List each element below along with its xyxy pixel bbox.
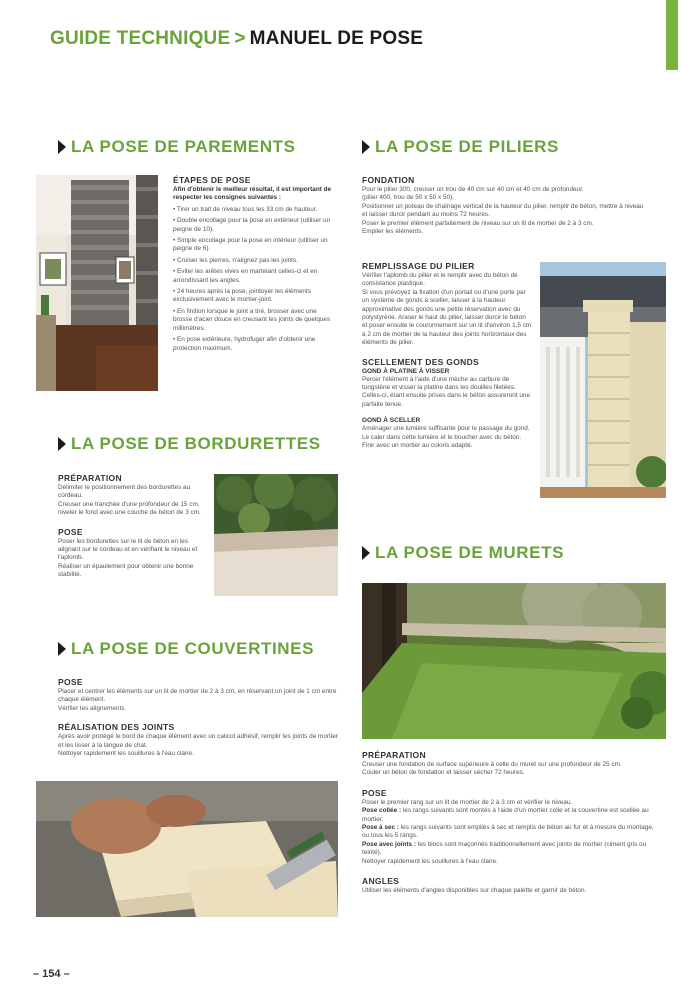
piliers-fondation: FONDATION Pour le pilier 300, creuser un trou de 40 cm sur 40 cm et 40 cm de profondeur. (pilier 400, trou de 50 x 50 x 50). Positionner un poteau de chaînage vertical de la hauteur du pilier, remplir de béton, mettre à niveau et laisser durcir pendant au moins 72 heures. Poser le premier élément parfaitement de niveau sur un lit de mortier de 2 à 3 cm. Empiler les éléments. — [362, 175, 644, 236]
section-arrow-icon — [362, 546, 370, 560]
murets-text: PRÉPARATION Creuser une fondation de surface supérieure à celle du muret sur une profondeur de 25 cm. Couler un béton de fondation et laisser sécher 72 heures. POSE Poser le premier rang sur un lit de mortier de 2 à 3 cm et vérifier le niveau. Pose collée : les rangs suivants sont montés à l'aide d'un mortier colle et la couvertine est scellée au mortier. Pose à sec : les rangs suivants sont empilés à sec et remplis de béton au fur et à mesure du montage, ou tous les 5 rangs. Pose avec joints : les blocs sont maçonnés traditionnellement avec joints de mortier (ciment gris ou teinté). Nettoyer rapidement les souillures à l'eau claire. ANGLES Utiliser les éléments d'angles disponibles sur chaque palette et garnir de béton. — [362, 750, 654, 895]
section-title-parements: LA POSE DE PAREMENTS — [58, 137, 296, 157]
section-title-couvertines: LA POSE DE COUVERTINES — [58, 639, 314, 659]
bordurettes-text: PRÉPARATION Délimiter le positionnement des bordurettes au cordeau. Creuser une tranchée d'une profondeur de 15 cm, niveler le fond avec une couche de béton de 3 cm. POSE Poser les bordurettes sur le lit de béton en les alignant sur le cordeau et en vérifiant le niveau et l'aplomb. Réaliser un épaulement pour obtenir une bonne stabilité. — [58, 473, 201, 579]
page-header — [50, 28, 423, 50]
page-number: – 154 – — [33, 968, 70, 980]
header-guide: GUIDE TECHNIQUE — [50, 28, 231, 49]
section-arrow-icon — [58, 642, 66, 656]
bordurettes-photo — [214, 474, 338, 596]
section-arrow-icon — [362, 140, 370, 154]
couvertines-text: POSE Placer et centrer les éléments sur un lit de mortier de 2 à 3 cm, en réservant un joint de 1 cm entre chaque élément. Vérifier les alignements. RÉALISATION DES JOINTS Après avoir protégé le bord de chaque élément avec un calicot adhésif, remplir les joints de mortier et les lisser à la langue de chat. Nettoyer rapidement les souillures à l'eau claire. — [58, 677, 338, 758]
section-title-bordurettes: LA POSE DE BORDURETTES — [58, 434, 321, 454]
section-arrow-icon — [58, 140, 66, 154]
piliers-photo — [540, 262, 666, 498]
piliers-remplissage: REMPLISSAGE DU PILIER Vérifier l'aplomb du pilier et le remplir avec du béton de consistance plastique. Si vous prévoyez la fixation d'un portail ou d'une porte par un système de gonds à sceller, laisser à la hauteur approximative des gonds une petite réservation avec du polystyrène. Araser le haut du pilier, laisser durcir le béton et poser ensuite le couronnement sur un lit d'environ 1,5 cm à 2 cm de mortier de la hauteur des joints horizontaux des éléments de pilier. SCELLEMENT DES GONDS GOND À PLATINE À VISSER Percer l'élément à l'aide d'une mèche au carbure de tungstène et visser la platine dans les douilles filetées. Celles-ci, étant ensuite prises dans le béton assureront une parfaite tenue. GOND À SCELLER Aménager une lumière suffisante pour le passage du gond. Le caler dans cette lumière et le boucher avec du béton. Finir avec un mortier au coloris adapté. — [362, 261, 532, 450]
parements-photo — [36, 175, 158, 391]
section-arrow-icon — [58, 437, 66, 451]
section-title-murets: LA POSE DE MURETS — [362, 543, 564, 563]
murets-photo — [362, 583, 666, 739]
couvertines-photo — [36, 781, 338, 917]
section-title-piliers: LA POSE DE PILIERS — [362, 137, 559, 157]
header-manual: MANUEL DE POSE — [249, 28, 424, 49]
parements-text: ÉTAPES DE POSE Afin d'obtenir le meilleur résultat, il est important de respecter les consignes suivantes : • Tirer un trait de niveau tous les 33 cm de hauteur. • Double encollage pour la pose en extérieur (utiliser un peigne de 10). • Simple encollage pour la pose en intérieur (utiliser un peigne de 6). • Croiser les pierres, n'alignez pas les joints. • Eviter les arêtes vives en martelant celles-ci et en arrondissant les angles. • 24 heures après la pose, jointoyer les éléments exclusivement avec le mortier-joint. • En finition lorsque le joint a tiré, brosser avec une brosse d'acier douce en creusant les joints de quelques millimètres. • En pose extérieure, hydrofuger afin d'obtenir une protection maximum. — [173, 175, 332, 352]
header-separator: > — [234, 28, 246, 49]
header-accent-bar — [666, 0, 678, 70]
